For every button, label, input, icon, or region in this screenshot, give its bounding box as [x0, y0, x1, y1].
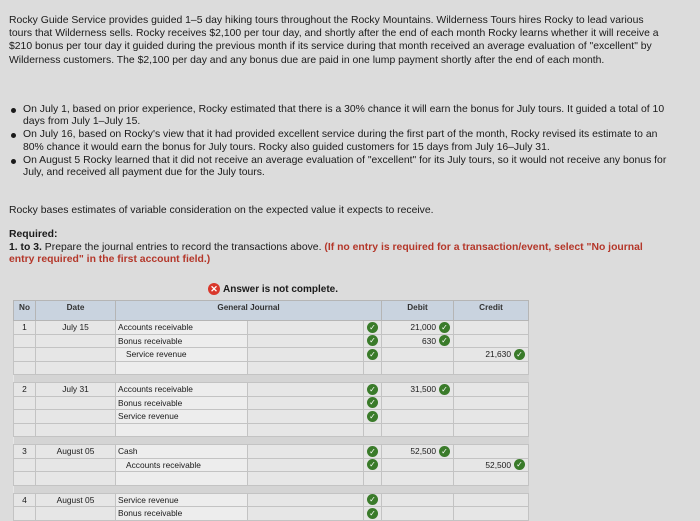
- entry-date-select[interactable]: [36, 334, 116, 348]
- blank-cell: [248, 472, 364, 486]
- blank-cell: [248, 445, 364, 459]
- debit-input[interactable]: [382, 396, 454, 410]
- check-icon: ✓: [367, 508, 378, 519]
- blank-cell: [248, 396, 364, 410]
- check-icon: ✓: [439, 384, 450, 395]
- row-status-cell: [364, 396, 382, 410]
- journal-table: [13, 300, 529, 521]
- row-status-cell: [364, 472, 382, 486]
- credit-input[interactable]: [454, 493, 529, 507]
- credit-input[interactable]: [454, 423, 529, 437]
- fact-item: On July 16, based on Rocky's view that it had provided excellent service during the first part of the month, Rocky revised its estimate to an 80% chance it would earn the bonus for July tours. Rocky also guided customers for 15 days from July 16–July 31.: [9, 129, 669, 153]
- row-status-cell: [364, 348, 382, 362]
- journal-row: [14, 334, 529, 348]
- entry-number: [14, 472, 36, 486]
- entry-number: 2: [14, 383, 36, 397]
- journal-body: [14, 321, 529, 521]
- col-general-journal: General Journal: [116, 301, 382, 321]
- answer-status-text: Answer is not complete.: [223, 283, 339, 295]
- account-select[interactable]: [116, 472, 248, 486]
- group-spacer: [14, 437, 529, 445]
- required-lead: 1. to 3.: [9, 242, 42, 253]
- debit-value: 31,500: [410, 384, 436, 395]
- row-status-cell: [364, 423, 382, 437]
- entry-date-select[interactable]: [36, 348, 116, 362]
- credit-input[interactable]: [454, 458, 529, 472]
- row-status-cell: [364, 507, 382, 521]
- check-icon: ✓: [367, 446, 378, 457]
- fact-item: On August 5 Rocky learned that it did not receive an average evaluation of "excellent" for its July tours, so it would not receive any bonus for July, and received all payment due for the July tours.: [9, 155, 669, 179]
- debit-input[interactable]: [382, 445, 454, 459]
- row-status-cell: [364, 410, 382, 424]
- account-select[interactable]: Cash: [116, 445, 248, 459]
- entry-date-select[interactable]: July 15: [36, 321, 116, 335]
- entry-date-select[interactable]: [36, 458, 116, 472]
- required-text: Prepare the journal entries to record the transactions above.: [41, 242, 325, 253]
- blank-cell: [248, 383, 364, 397]
- fact-item: On July 1, based on prior experience, Rocky estimated that there is a 30% chance it will earn the bonus for July tours. It guided a total of 10 days from July 1–July 15.: [9, 104, 669, 128]
- account-select[interactable]: Bonus receivable: [116, 396, 248, 410]
- journal-row: [14, 410, 529, 424]
- check-icon: ✓: [367, 384, 378, 395]
- col-debit: Debit: [382, 301, 454, 321]
- entry-number: 4: [14, 493, 36, 507]
- col-date: Date: [36, 301, 116, 321]
- debit-value: 52,500: [410, 446, 436, 457]
- debit-input[interactable]: [382, 423, 454, 437]
- check-icon: ✓: [439, 446, 450, 457]
- credit-input[interactable]: [454, 472, 529, 486]
- check-icon: ✓: [367, 459, 378, 470]
- check-icon: ✓: [439, 335, 450, 346]
- estimate-note: Rocky bases estimates of variable consideration on the expected value it expects to receive.: [9, 205, 434, 216]
- entry-date-select[interactable]: [36, 361, 116, 375]
- entry-date-select[interactable]: [36, 472, 116, 486]
- entry-date-select[interactable]: [36, 410, 116, 424]
- blank-cell: [248, 348, 364, 362]
- journal-row: [14, 361, 529, 375]
- group-spacer: [14, 485, 529, 493]
- required-title: Required:: [9, 229, 58, 240]
- entry-date-select[interactable]: [36, 507, 116, 521]
- check-icon: ✓: [367, 322, 378, 333]
- answer-status: [208, 282, 338, 296]
- debit-input[interactable]: [382, 383, 454, 397]
- check-icon: ✓: [367, 349, 378, 360]
- entry-date-select[interactable]: [36, 423, 116, 437]
- entry-number: [14, 507, 36, 521]
- debit-input[interactable]: [382, 321, 454, 335]
- row-status-cell: [364, 445, 382, 459]
- check-icon: ✓: [367, 397, 378, 408]
- account-select[interactable]: Bonus receivable: [116, 507, 248, 521]
- journal-row: [14, 445, 529, 459]
- entry-date-select[interactable]: August 05: [36, 445, 116, 459]
- journal-row: [14, 472, 529, 486]
- credit-input[interactable]: [454, 396, 529, 410]
- credit-input[interactable]: [454, 445, 529, 459]
- debit-input[interactable]: [382, 472, 454, 486]
- journal-header-row: [14, 301, 529, 321]
- debit-input[interactable]: [382, 410, 454, 424]
- entry-number: [14, 348, 36, 362]
- account-select[interactable]: Service revenue: [116, 493, 248, 507]
- error-x-icon: ✕: [208, 283, 220, 295]
- col-no: No: [14, 301, 36, 321]
- entry-number: [14, 410, 36, 424]
- blank-cell: [248, 334, 364, 348]
- journal-row: [14, 458, 529, 472]
- entry-number: 3: [14, 445, 36, 459]
- account-select[interactable]: [116, 361, 248, 375]
- entry-number: [14, 361, 36, 375]
- journal-row: [14, 493, 529, 507]
- account-select[interactable]: Accounts receivable: [116, 458, 248, 472]
- credit-value: 21,630: [485, 349, 511, 360]
- entry-number: [14, 334, 36, 348]
- facts-list: [9, 104, 669, 180]
- account-select[interactable]: Bonus receivable: [116, 334, 248, 348]
- journal-row: [14, 396, 529, 410]
- group-spacer: [14, 375, 529, 383]
- blank-cell: [248, 423, 364, 437]
- row-status-cell: [364, 361, 382, 375]
- account-select[interactable]: Service revenue: [116, 348, 248, 362]
- credit-input[interactable]: [454, 507, 529, 521]
- credit-input[interactable]: [454, 321, 529, 335]
- journal-row: [14, 383, 529, 397]
- debit-value: 21,000: [410, 322, 436, 333]
- blank-cell: [248, 493, 364, 507]
- blank-cell: [248, 458, 364, 472]
- col-credit: Credit: [454, 301, 529, 321]
- credit-input[interactable]: [454, 383, 529, 397]
- credit-input[interactable]: [454, 348, 529, 362]
- entry-number: 1: [14, 321, 36, 335]
- entry-date-select[interactable]: July 31: [36, 383, 116, 397]
- credit-input[interactable]: [454, 361, 529, 375]
- journal-row: [14, 348, 529, 362]
- row-status-cell: [364, 493, 382, 507]
- credit-value: 52,500: [485, 459, 511, 470]
- debit-input[interactable]: [382, 348, 454, 362]
- entry-number: [14, 423, 36, 437]
- blank-cell: [248, 507, 364, 521]
- entry-date-select[interactable]: August 05: [36, 493, 116, 507]
- row-status-cell: [364, 383, 382, 397]
- credit-input[interactable]: [454, 334, 529, 348]
- blank-cell: [248, 361, 364, 375]
- entry-number: [14, 458, 36, 472]
- debit-input[interactable]: [382, 458, 454, 472]
- account-select[interactable]: Accounts receivable: [116, 383, 248, 397]
- debit-input[interactable]: [382, 334, 454, 348]
- check-icon: ✓: [367, 335, 378, 346]
- intro-paragraph: Rocky Guide Service provides guided 1–5 day hiking tours throughout the Rocky Mountains. Wilderness Tours hires Rocky to lead various tours that Wilderness sells. Rocky receives $2,100 per tour day, and shortly after the end of each month Rocky learns whether it will receive a $210 bonus per tour day it guided during the previous month if its service during that month received an average evaluation of "excellent" by Wilderness customers. The $2,100 per day and any bonus due are paid in one lump payment shortly after the end of each month.: [9, 15, 659, 66]
- journal-row: [14, 423, 529, 437]
- check-icon: ✓: [367, 494, 378, 505]
- check-icon: ✓: [514, 459, 525, 470]
- check-icon: ✓: [439, 322, 450, 333]
- account-select[interactable]: Service revenue: [116, 410, 248, 424]
- account-select[interactable]: [116, 423, 248, 437]
- required-note: (If no entry is required for a transaction/event, select "No journal entry required" in the first account field.): [9, 242, 643, 266]
- check-icon: ✓: [514, 349, 525, 360]
- debit-input[interactable]: [382, 493, 454, 507]
- entry-number: [14, 396, 36, 410]
- row-status-cell: [364, 458, 382, 472]
- journal-row: [14, 507, 529, 521]
- row-status-cell: [364, 334, 382, 348]
- required-instructions: [9, 242, 669, 267]
- blank-cell: [248, 321, 364, 335]
- check-icon: ✓: [367, 411, 378, 422]
- debit-input[interactable]: [382, 361, 454, 375]
- blank-cell: [248, 410, 364, 424]
- account-select[interactable]: Accounts receivable: [116, 321, 248, 335]
- journal-row: [14, 321, 529, 335]
- entry-date-select[interactable]: [36, 396, 116, 410]
- credit-input[interactable]: [454, 410, 529, 424]
- row-status-cell: [364, 321, 382, 335]
- debit-input[interactable]: [382, 507, 454, 521]
- debit-value: 630: [422, 335, 436, 346]
